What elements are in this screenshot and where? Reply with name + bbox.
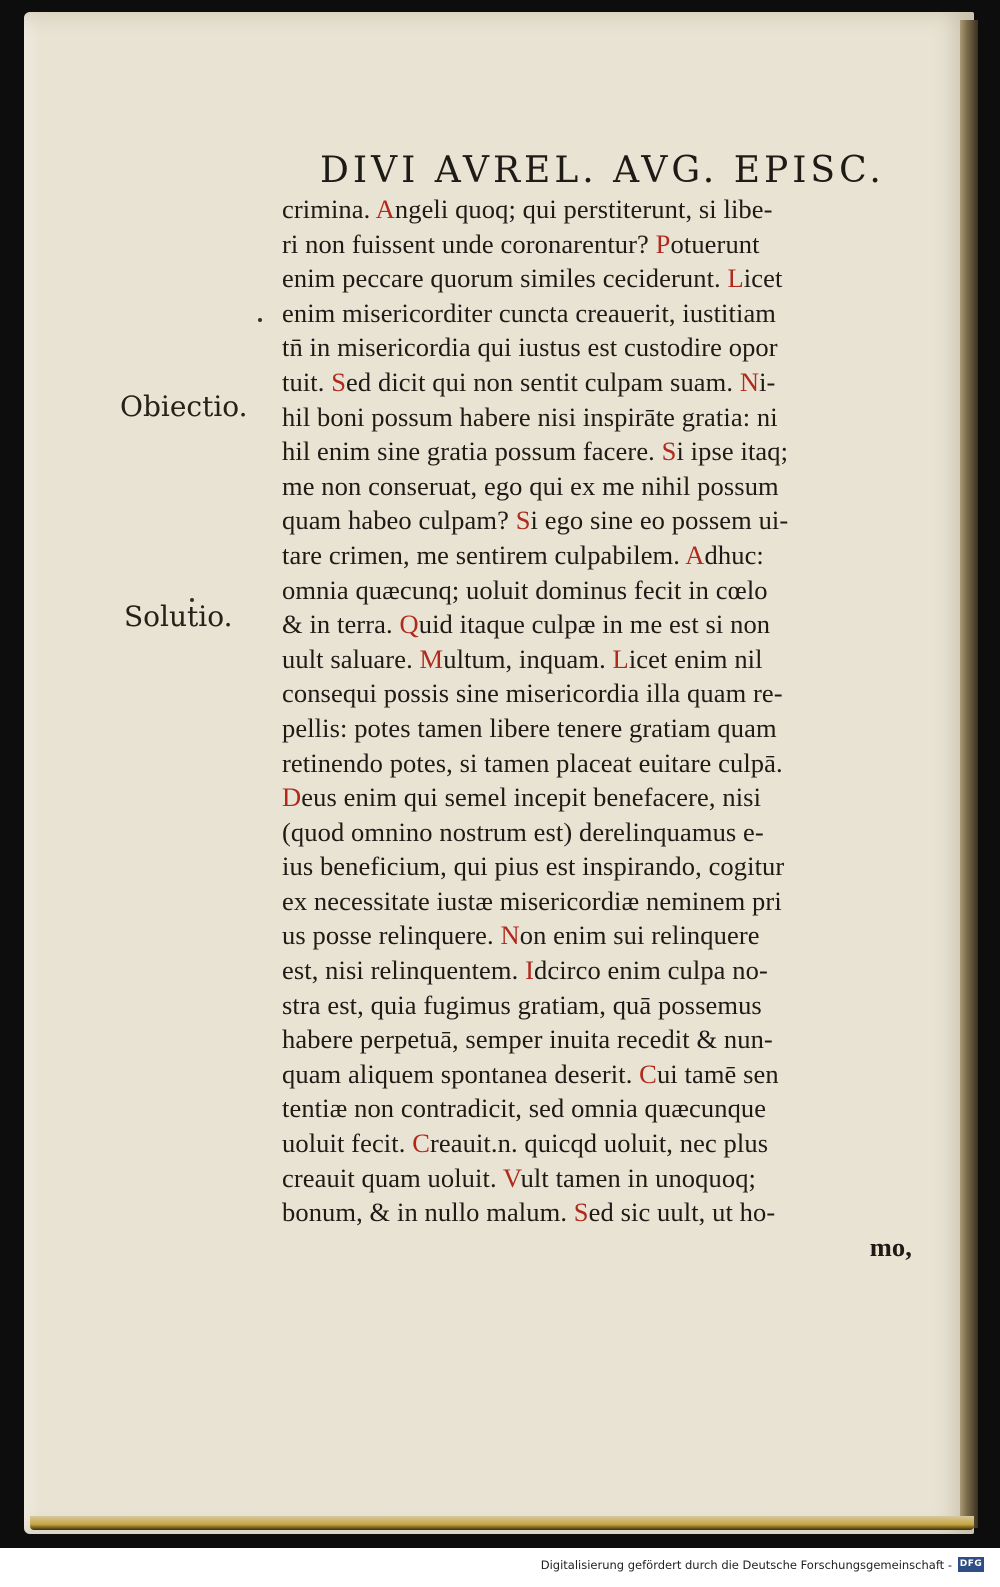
text-segment: ngeli quoq; qui perstiterunt, si libe- (394, 194, 773, 224)
rubricated-initial: L (612, 643, 629, 674)
rubricated-initial: I (525, 955, 534, 986)
margin-note-objection: Obiectio. (120, 390, 248, 423)
body-text (282, 192, 922, 1264)
page-edge (960, 20, 978, 1528)
text-segment: omnia quæcunq; uoluit dominus fecit in cœlo (282, 574, 768, 605)
text-line (282, 815, 922, 850)
text-line (282, 607, 922, 642)
text-segment: icet enim nil (628, 643, 763, 674)
text-line (282, 953, 922, 988)
rubricated-initial: P (655, 228, 671, 259)
text-segment: hil boni possum habere nisi inspirāte gratia: ni (282, 401, 778, 432)
text-line (282, 918, 922, 953)
text-segment: ed dicit qui non sentit culpam suam. (346, 366, 740, 397)
text-line (282, 642, 922, 677)
text-segment: on enim sui relinquere (519, 920, 760, 951)
text-segment: bonum, & in nullo malum. (282, 1197, 574, 1228)
text-segment: stra est, quia fugimus gratiam, quā possemus (282, 989, 762, 1020)
running-head: DIVI AVREL. AVG. EPISC. (320, 150, 885, 191)
text-segment: quam habeo culpam? (282, 505, 516, 536)
footer-credit: Digitalisierung gefördert durch die Deutsche Forschungsgemeinschaft - (540, 1558, 952, 1572)
text-segment: pellis: potes tamen libere tenere gratiam quam (282, 712, 777, 743)
text-segment: & in terra. (282, 609, 400, 640)
rubricated-initial: N (500, 920, 520, 951)
text-segment: ult tamen in unoquoq; (520, 1162, 757, 1193)
text-segment: ultum, inquam. (443, 643, 613, 674)
text-segment: i- (759, 366, 776, 397)
footer-bar (0, 1548, 1000, 1587)
text-line (282, 227, 922, 262)
text-segment: uult saluare. (282, 643, 420, 674)
text-segment: ri non fuissent unde coronarentur? (282, 228, 656, 259)
text-segment: crimina. (282, 194, 376, 224)
text-segment: ed sic uult, ut ho- (588, 1197, 776, 1228)
text-segment: habere perpetuā, semper inuita recedit & nun- (282, 1024, 773, 1055)
text-segment: ui tamē sen (656, 1058, 779, 1089)
text-line (282, 1195, 922, 1230)
rubricated-initial: V (502, 1162, 521, 1193)
rubricated-initial: A (685, 539, 705, 570)
text-segment: consequi possis sine misericordia illa quam re- (282, 678, 783, 709)
text-segment: (quod omnino nostrum est) derelinquamus e- (282, 816, 764, 847)
text-line (282, 988, 922, 1023)
text-segment: dhuc: (704, 539, 764, 570)
text-line (282, 400, 922, 435)
text-segment: uoluit fecit. (282, 1128, 413, 1159)
text-line (282, 849, 922, 884)
text-line (282, 573, 922, 608)
rubricated-initial: D (282, 782, 302, 813)
text-line (282, 261, 922, 296)
text-line (282, 1126, 922, 1161)
catchword: mo, (869, 1231, 912, 1262)
text-segment: otuerunt (670, 228, 760, 259)
text-segment: eus enim qui semel incepit benefacere, nisi (301, 782, 762, 813)
text-segment: tn̄ in misericordia qui iustus est custodire opor (282, 332, 778, 363)
text-segment: reauit.n. quicqd uoluit, nec plus (429, 1128, 769, 1159)
rubricated-initial: C (412, 1128, 430, 1159)
text-line (282, 1161, 922, 1196)
rubricated-initial: S (573, 1197, 589, 1228)
text-segment: me non conseruat, ego qui ex me nihil possum (282, 470, 779, 501)
text-line (282, 503, 922, 538)
text-segment: uid itaque culpæ in me est si non (418, 609, 771, 640)
text-segment: hil enim sine gratia possum facere. (282, 436, 662, 467)
rubricated-initial: C (639, 1058, 657, 1089)
margin-note-solution: Solutio. (124, 600, 233, 633)
text-segment: est, nisi relinquentem. (282, 955, 526, 986)
text-segment: ius beneficium, qui pius est inspirando, cogitur (282, 851, 785, 882)
text-segment: quam aliquem spontanea deserit. (282, 1058, 640, 1089)
rubricated-initial: S (661, 436, 677, 467)
rubricated-initial: A (375, 194, 395, 224)
text-line (282, 365, 922, 400)
page-gilt-edge (30, 1516, 974, 1530)
text-line (282, 884, 922, 919)
text-line (282, 780, 922, 815)
text-segment: tuit. (282, 366, 332, 397)
text-segment: tare crimen, me sentirem culpabilem. (282, 539, 686, 570)
text-segment: creauit quam uoluit. (282, 1162, 503, 1193)
text-segment: enim misericorditer cuncta creauerit, iustitiam (282, 297, 777, 328)
rubricated-initial: L (727, 263, 744, 294)
margin-mark (258, 318, 262, 322)
text-segment: dcirco enim culpa no- (534, 955, 768, 986)
text-line (282, 1022, 922, 1057)
text-segment: tentiæ non contradicit, sed omnia quæcunque (282, 1093, 767, 1124)
text-line (282, 746, 922, 781)
text-segment: ex necessitate iustæ misericordiæ neminem pri (282, 885, 782, 916)
rubricated-initial: S (515, 505, 531, 536)
text-segment: i ipse itaq; (676, 436, 789, 467)
rubricated-initial: M (419, 643, 444, 674)
text-line (282, 711, 922, 746)
dfg-logo: DFG (958, 1557, 984, 1572)
text-line (282, 1091, 922, 1126)
text-line (282, 330, 922, 365)
text-segment: enim peccare quorum similes ceciderunt. (282, 263, 728, 294)
rubricated-initial: S (331, 366, 347, 397)
rubricated-initial: N (739, 366, 760, 397)
text-line (282, 538, 922, 573)
text-segment: us posse relinquere. (282, 920, 501, 951)
rubricated-initial: Q (399, 609, 419, 640)
text-segment: icet (743, 263, 783, 294)
text-segment: retinendo potes, si tamen placeat euitare culpā. (282, 747, 783, 778)
text-line (282, 192, 922, 227)
text-segment: i ego sine eo possem ui- (530, 505, 789, 536)
text-line (282, 296, 922, 331)
text-line (282, 469, 922, 504)
text-line (282, 676, 922, 711)
text-line (282, 434, 922, 469)
text-line (282, 1057, 922, 1092)
